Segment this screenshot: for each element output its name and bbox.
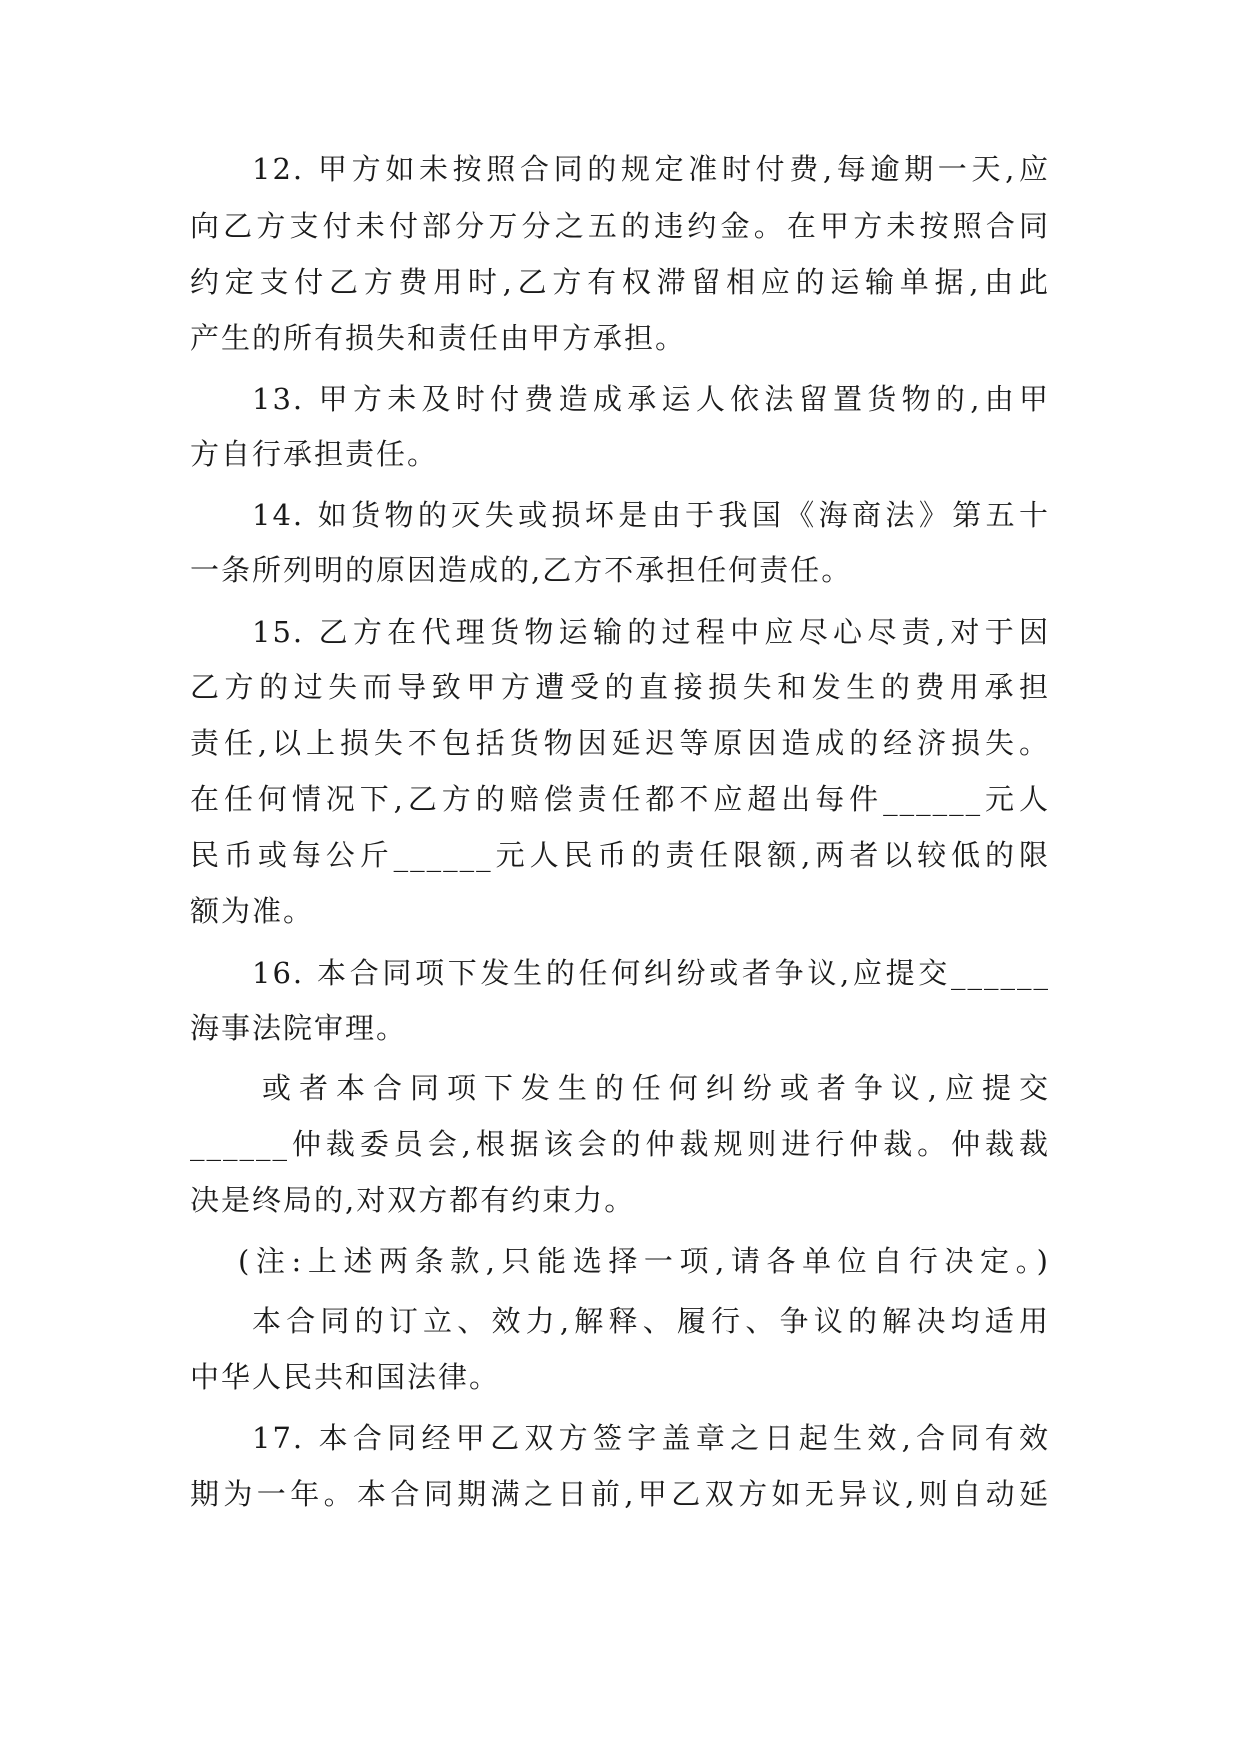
text-line: (注:上述两条款,只能选择一项,请各单位自行决定。)	[238, 1244, 1050, 1278]
text-line: 12. 甲方如未按照合同的规定准时付费,每逾期一天,应	[252, 152, 1050, 186]
text-line: 16. 本合同项下发生的任何纠纷或者争议,应提交______	[252, 956, 1050, 990]
text-line: ______仲裁委员会,根据该会的仲裁规则进行仲裁。仲裁裁	[190, 1127, 1050, 1161]
text-line: 决是终局的,对双方都有约束力。	[190, 1183, 636, 1217]
text-line: 海事法院审理。	[190, 1011, 408, 1045]
text-line: 期为一年。本合同期满之日前,甲乙双方如无异议,则自动延	[190, 1477, 1050, 1511]
text-line: 本合同的订立、效力,解释、履行、争议的解决均适用	[252, 1304, 1050, 1338]
text-line: 产生的所有损失和责任由甲方承担。	[190, 321, 687, 355]
text-line: 13. 甲方未及时付费造成承运人依法留置货物的,由甲	[252, 382, 1050, 416]
text-line: 额为准。	[190, 894, 315, 928]
text-line: 在任何情况下,乙方的赔偿责任都不应超出每件______元人	[190, 782, 1050, 816]
text-line: 一条所列明的原因造成的,乙方不承担任何责任。	[190, 553, 853, 587]
text-line: 乙方的过失而导致甲方遭受的直接损失和发生的费用承担	[190, 670, 1050, 704]
text-line: 14. 如货物的灭失或损坏是由于我国《海商法》第五十	[252, 498, 1050, 532]
text-line: 约定支付乙方费用时,乙方有权滞留相应的运输单据,由此	[190, 265, 1050, 299]
text-line: 方自行承担责任。	[190, 437, 439, 471]
text-line: 17. 本合同经甲乙双方签字盖章之日起生效,合同有效	[252, 1421, 1050, 1455]
text-line: 15. 乙方在代理货物运输的过程中应尽心尽责,对于因	[252, 615, 1050, 649]
text-line: 中华人民共和国法律。	[190, 1360, 501, 1394]
text-line: 民币或每公斤______元人民币的责任限额,两者以较低的限	[190, 838, 1050, 872]
text-line: 向乙方支付未付部分万分之五的违约金。在甲方未按照合同	[190, 209, 1050, 243]
text-line: 责任,以上损失不包括货物因延迟等原因造成的经济损失。	[190, 726, 1050, 760]
text-line: 或者本合同项下发生的任何纠纷或者争议,应提交	[262, 1071, 1050, 1105]
